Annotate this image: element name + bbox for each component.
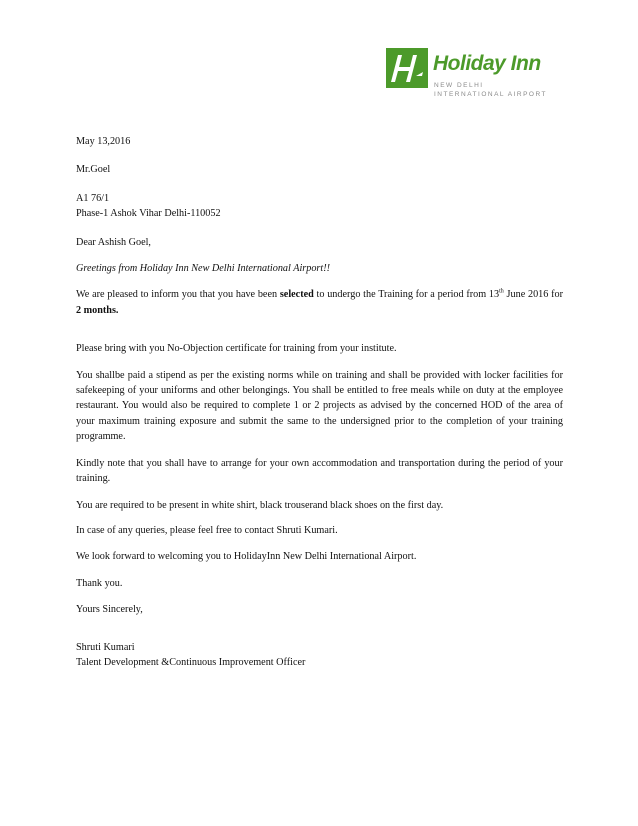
selection-text-3: June 2016 for	[503, 289, 563, 301]
noc-paragraph: Please bring with you No-Objection certificate for training from your institute.	[76, 343, 397, 355]
closing-line: Yours Sincerely,	[76, 604, 143, 616]
address-line1: A1 76/1	[76, 192, 110, 204]
selection-text-1: We are pleased to inform you that you have been	[76, 289, 280, 301]
signer-title: Talent Development &Continuous Improvement Officer	[76, 656, 306, 668]
logo-location-line2: INTERNATIONAL AIRPORT	[434, 91, 548, 98]
thank-you-line: Thank you.	[76, 577, 123, 589]
recipient-name: Mr.Goel	[76, 164, 111, 176]
holiday-inn-logo	[386, 40, 586, 102]
selection-paragraph	[76, 287, 563, 318]
address-line2: Phase-1 Ashok Vihar Delhi-110052	[76, 208, 221, 220]
logo-location-line1: NEW DELHI	[434, 82, 484, 89]
selection-text-2: to undergo the Training for a period from 13	[313, 289, 500, 301]
queries-paragraph: In case of any queries, please feel free to contact Shruti Kumari.	[76, 524, 338, 536]
letter-body	[76, 134, 563, 670]
letter-date: May 13,2016	[76, 136, 131, 147]
accommodation-paragraph: Kindly note that you shall have to arrange for your own accommodation and transportation during the period of your training.	[76, 457, 563, 485]
welcome-paragraph: We look forward to welcoming you to HolidayInn New Delhi International Airport.	[76, 551, 417, 563]
greeting-line: Greetings from Holiday Inn New Delhi International Airport!!	[76, 263, 331, 275]
signer-name: Shruti Kumari	[76, 641, 135, 653]
date-superscript: th	[499, 289, 504, 296]
stipend-paragraph: You shallbe paid a stipend as per the existing norms while on training and shall be provided with locker facilities for safekeeping of your uniforms and other belongings. You shall be entitled to free meals while on duty at the employee restaurant. You would also be required to complete 1 or 2 projects as advised by the concerned HOD of the area of your maximum training exposure and submit the same to the undersigned prior to the completion of your training programme.	[76, 369, 563, 443]
logo-brand-name: Holiday Inn	[433, 52, 541, 75]
selected-emphasis: selected	[279, 289, 314, 301]
holiday-inn-h-icon	[386, 48, 428, 88]
salutation: Dear Ashish Goel,	[76, 236, 151, 248]
duration-emphasis: 2 months.	[76, 304, 119, 316]
dress-code-paragraph: You are required to be present in white shirt, black trouserand black shoes on the first day.	[76, 499, 444, 511]
